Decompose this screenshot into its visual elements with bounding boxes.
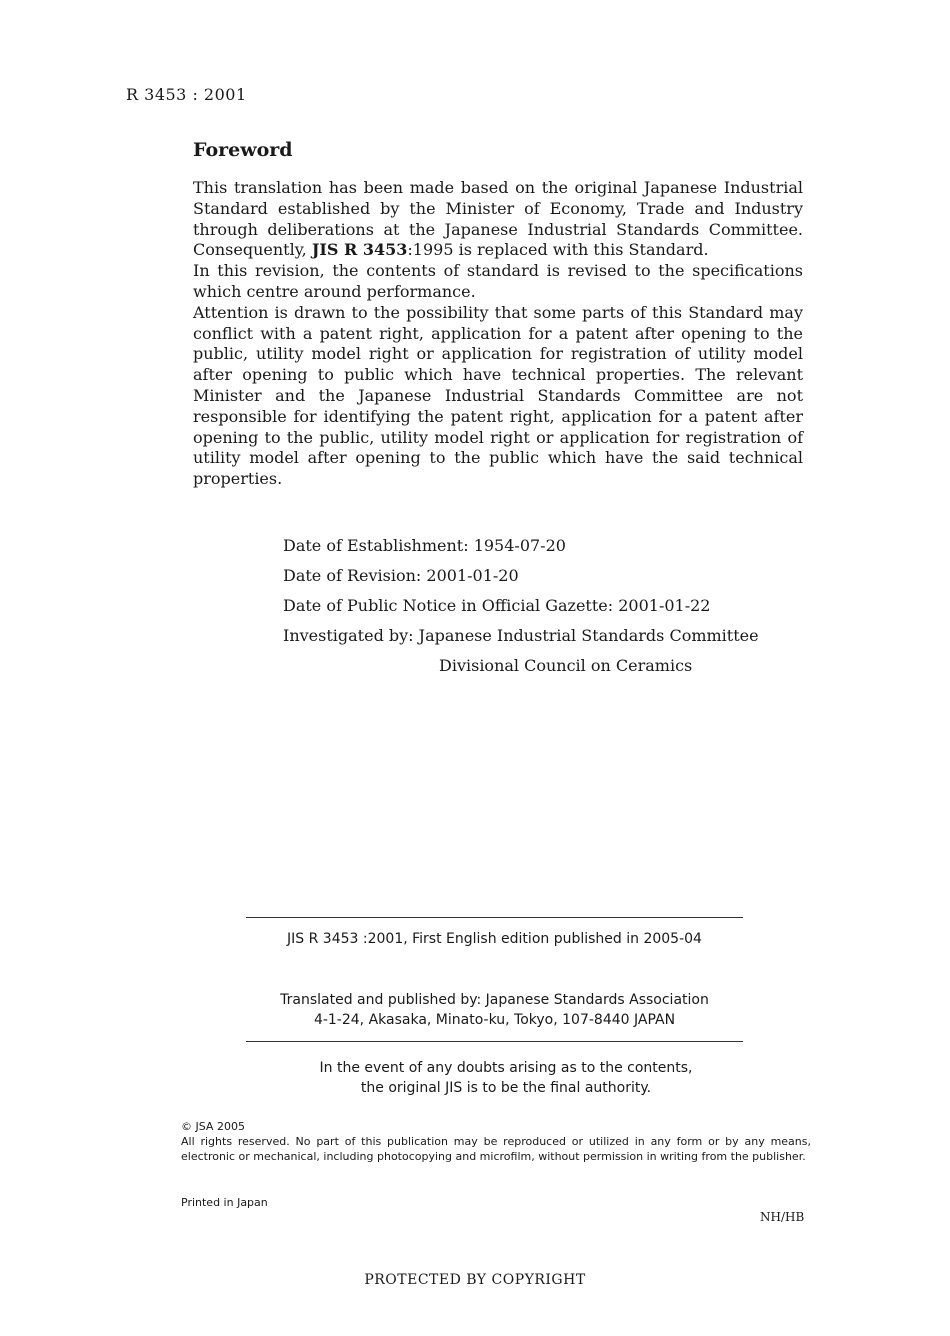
date-gazette: Date of Public Notice in Official Gazette: 2001-01-22 bbox=[283, 596, 711, 615]
divider-bottom bbox=[246, 1041, 743, 1042]
copyright-terms: All rights reserved. No part of this publication may be reproduced or utilized in any form or by any means, electronic or mechanical, including photocopying and microfilm, without permission in writing from the publisher. bbox=[181, 1135, 811, 1163]
p1-bold: JIS R 3453 bbox=[311, 240, 408, 260]
document-code: R 3453 : 2001 bbox=[126, 85, 247, 104]
printed-in: Printed in Japan bbox=[181, 1196, 268, 1209]
investigated-council: Divisional Council on Ceramics bbox=[439, 656, 693, 675]
copyright-notice bbox=[181, 1119, 811, 1164]
copyright-footer: PROTECTED BY COPYRIGHT bbox=[364, 1272, 586, 1288]
publisher-block bbox=[246, 990, 743, 1030]
publisher-line-1: Translated and published by: Japanese Standards Association bbox=[280, 992, 709, 1008]
internal-code: NH/HB bbox=[760, 1210, 805, 1224]
date-revision: Date of Revision: 2001-01-20 bbox=[283, 566, 519, 585]
date-establishment: Date of Establishment: 1954-07-20 bbox=[283, 536, 566, 555]
foreword-title: Foreword bbox=[193, 139, 293, 161]
authority-line-1: In the event of any doubts arising as to the contents, bbox=[319, 1060, 693, 1076]
divider-top bbox=[246, 917, 743, 918]
foreword-paragraph-2: In this revision, the contents of standard is revised to the specifications which centre around performance. bbox=[193, 261, 803, 301]
p1-text: This translation has been made based on the original Japanese Industrial Standard established by the Minister of Economy, Trade and Industry through deliberations at the Japanese Industrial Standards Committee. Consequently, bbox=[193, 178, 803, 260]
copyright-owner: © JSA 2005 bbox=[181, 1120, 245, 1133]
publisher-line-2: 4-1-24, Akasaka, Minato-ku, Tokyo, 107-8440 JAPAN bbox=[313, 1012, 676, 1028]
dates-block bbox=[283, 531, 759, 681]
authority-note bbox=[246, 1058, 766, 1098]
p1-tail: :1995 is replaced with this Standard. bbox=[407, 240, 709, 260]
foreword-body bbox=[193, 178, 803, 490]
authority-line-2: the original JIS is to be the final authority. bbox=[360, 1080, 652, 1096]
edition-line: JIS R 3453 :2001, First English edition published in 2005-04 bbox=[287, 931, 702, 947]
foreword-paragraph-3: Attention is drawn to the possibility that some parts of this Standard may conflict with a patent right, application for a patent after opening to the public, utility model right or application for registration of utility model after opening to public which have technical properties. The relevant Minister and the Japanese Industrial Standards Committee are not responsible for identifying the patent right, application for a patent after opening to the public, utility model right or application for registration of utility model after opening to the public which have the said technical properties. bbox=[193, 302, 803, 489]
foreword-paragraph-1 bbox=[193, 178, 803, 261]
investigated-by: Investigated by: Japanese Industrial Standards Committee bbox=[283, 626, 759, 645]
